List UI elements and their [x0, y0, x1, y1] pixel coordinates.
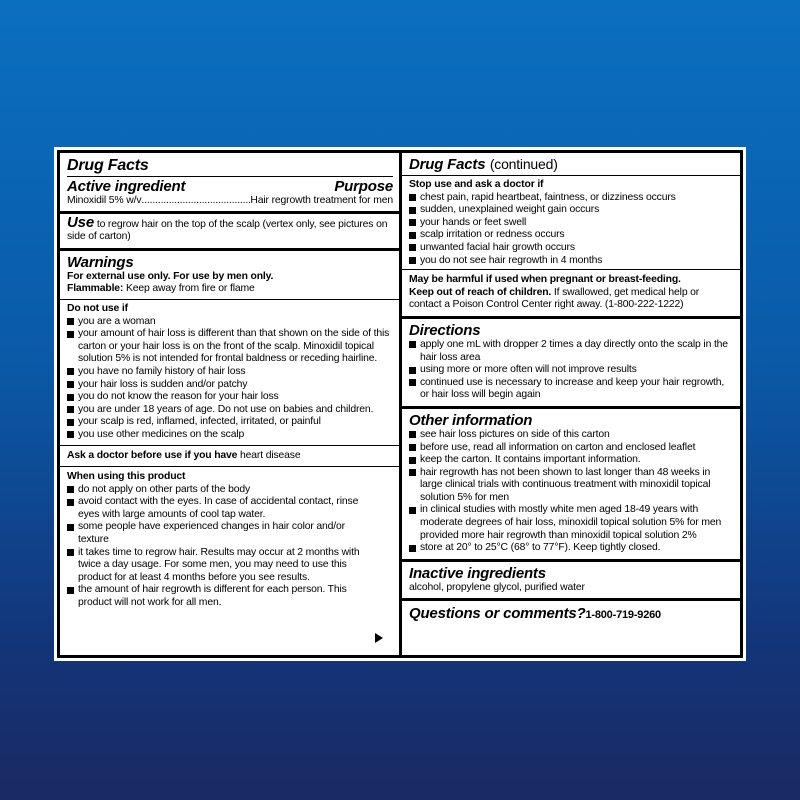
list-item: scalp irritation or redness occurs [409, 229, 734, 242]
use-text: to regrow hair on the top of the scalp (vertex only, see pictures on side of carton) [67, 218, 388, 243]
list-item: you do not see hair regrowth in 4 months [409, 255, 734, 268]
stop-use-list [409, 192, 734, 268]
list-item: hair regrowth has not been shown to last longer than 48 weeks in large clinical trials with continuous treatment with minoxidil topical solution 5% for men [409, 467, 734, 505]
questions-heading: Questions or comments? [409, 605, 586, 623]
questions-line [409, 605, 734, 622]
do-not-use-block [60, 300, 399, 446]
flammable-label: Flammable: [67, 283, 124, 295]
warnings-intro [60, 251, 399, 300]
warnings-section [60, 251, 399, 655]
list-item: your hair loss is sudden and/or patchy [67, 379, 393, 392]
list-item: you do not know the reason for your hair loss [67, 391, 393, 404]
continued-title-main: Drug Facts [409, 156, 486, 173]
continued-title-section [402, 153, 740, 319]
directions-heading: Directions [409, 321, 481, 339]
questions-phone: 1-800-719-9260 [585, 609, 661, 622]
ingredient-line [67, 195, 393, 208]
ask-doctor-text: heart disease [240, 449, 301, 461]
list-item: your scalp is red, inflamed, infected, irritated, or painful [67, 416, 393, 429]
list-item: sudden, unexplained weight gain occurs [409, 204, 734, 217]
list-item: keep the carton. It contains important information. [409, 454, 734, 467]
list-item: do not apply on other parts of the body [67, 484, 377, 497]
pregnancy-block [402, 270, 740, 316]
external-use-warning: For external use only. For use by men only. [67, 270, 274, 282]
reach-label: Keep out of reach of children. [409, 286, 552, 298]
inactive-ingredients-heading: Inactive ingredients [409, 564, 546, 582]
list-item: see hair loss pictures on side of this carton [409, 429, 734, 442]
list-item: using more or more often will not improve results [409, 364, 734, 377]
list-item: you are under 18 years of age. Do not use on babies and children. [67, 404, 393, 417]
list-item: chest pain, rapid heartbeat, faintness, or dizziness occurs [409, 192, 734, 205]
list-item: you have no family history of hair loss [67, 366, 393, 379]
inactive-ingredients-text: alcohol, propylene glycol, purified water [409, 581, 585, 593]
list-item: you use other medicines on the scalp [67, 429, 393, 442]
when-using-heading: When using this product [67, 471, 186, 483]
list-item: before use, read all information on carton and enclosed leaflet [409, 442, 734, 455]
play-arrow-icon [375, 633, 383, 643]
ask-doctor-block [60, 446, 399, 468]
directions-list [409, 339, 734, 402]
ask-doctor-label: Ask a doctor before use if you have [67, 449, 238, 461]
stop-use-block [402, 176, 740, 270]
list-item: the amount of hair regrowth is different for each person. This product will not work for all men. [67, 584, 377, 609]
questions-section [402, 601, 740, 655]
list-item: apply one mL with dropper 2 times a day directly onto the scalp in the hair loss area [409, 339, 734, 364]
continued-title [402, 153, 740, 176]
other-information-section [402, 409, 740, 562]
list-item: it takes time to regrow hair. Results may occur at 2 months with twice a day usage. For some men, you may need to use this product for at least 4 months before you see results. [67, 547, 377, 585]
stop-use-heading: Stop use and ask a doctor if [409, 179, 544, 190]
purpose-heading: Purpose [334, 178, 393, 195]
flammable-text: Keep away from fire or flame [126, 283, 255, 295]
list-item: unwanted facial hair growth occurs [409, 242, 734, 255]
list-item: continued use is necessary to increase and keep your hair regrowth, or hair loss will begin again [409, 377, 734, 402]
ask-doctor-line [67, 450, 393, 463]
ingredient-name: Minoxidil 5% w/v [67, 195, 142, 206]
active-ingredient-header [67, 178, 393, 195]
label-title: Drug Facts [67, 157, 149, 174]
other-information-list [409, 429, 734, 555]
flammable-warning [67, 283, 393, 296]
list-item: your hands or feet swell [409, 217, 734, 230]
warnings-heading: Warnings [67, 253, 134, 271]
when-using-list [67, 484, 393, 610]
label-frame [57, 150, 743, 658]
list-item: in clinical studies with mostly white men aged 18-49 years with moderate degrees of hair loss, minoxidil topical solution 5% for men provided more hair regrowth than minoxidil topical solution 2% [409, 504, 734, 542]
ingredient-purpose: Hair regrowth treatment for men [250, 195, 393, 206]
use-paragraph [67, 213, 393, 244]
pregnancy-warning: May be harmful if used when pregnant or breast-feeding. [409, 274, 681, 286]
left-column [60, 153, 402, 655]
reach-of-children [409, 287, 734, 312]
do-not-use-list [67, 316, 393, 442]
list-item: you are a woman [67, 316, 393, 329]
active-ingredient-heading: Active ingredient [67, 178, 186, 195]
list-item: some people have experienced changes in hair color and/or texture [67, 521, 377, 546]
leader-dots [141, 195, 250, 208]
directions-section [402, 319, 740, 409]
right-column [402, 153, 740, 655]
drug-facts-label [54, 147, 746, 661]
continued-title-suffix: (continued) [489, 156, 558, 172]
list-item: your amount of hair loss is different than that shown on the side of this carton or your hair loss is on the front of the scalp. Minoxidil topical solution 5% is not intended for frontal baldness or receding hairline. [67, 328, 393, 366]
active-ingredient-section [60, 153, 399, 214]
inactive-ingredients-section [402, 562, 740, 602]
other-information-heading: Other information [409, 411, 533, 429]
list-item: avoid contact with the eyes. In case of accidental contact, rinse eyes with large amounts of cool tap water. [67, 496, 377, 521]
use-section [60, 214, 399, 251]
reach-text: If swallowed, get medical help or contact a Poison Control Center right away. (1-800-222-1222) [409, 286, 700, 311]
use-heading: Use [67, 213, 95, 231]
list-item: store at 20° to 25°C (68° to 77°F). Keep tightly closed. [409, 542, 734, 555]
do-not-use-heading: Do not use if [67, 302, 128, 314]
when-using-block [60, 467, 399, 613]
